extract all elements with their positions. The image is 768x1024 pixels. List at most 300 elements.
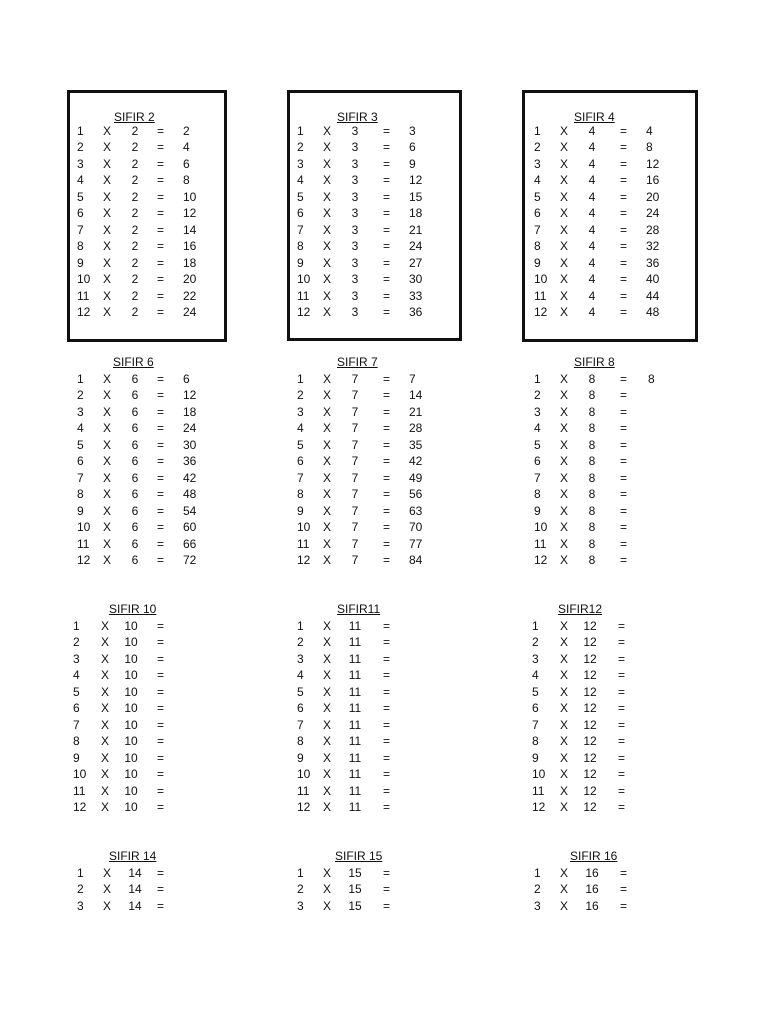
- row-number: 3: [297, 156, 304, 171]
- row-number: 8: [532, 734, 539, 749]
- equals-sign: =: [383, 668, 391, 683]
- row-number: 10: [77, 272, 91, 287]
- equals-sign: =: [157, 651, 165, 666]
- table-row: [522, 404, 698, 420]
- times-sign: X: [103, 304, 112, 319]
- equals-sign: =: [157, 255, 165, 270]
- multiplier: 8: [588, 536, 596, 551]
- multiplier: 11: [348, 783, 362, 798]
- equals-sign: =: [383, 140, 391, 155]
- times-sign: X: [103, 372, 112, 386]
- row-number: 11: [534, 288, 547, 303]
- times-sign: X: [103, 470, 112, 485]
- row-number: 2: [73, 635, 80, 650]
- multiplier: 4: [588, 140, 596, 155]
- times-sign: X: [323, 520, 332, 535]
- table-row: [525, 172, 695, 188]
- result: 30: [409, 272, 423, 287]
- times-sign: X: [323, 372, 332, 386]
- equals-sign: =: [383, 503, 391, 518]
- result: 36: [409, 304, 423, 319]
- times-sign: X: [103, 404, 112, 419]
- equals-sign: =: [620, 520, 628, 535]
- times-sign: X: [323, 750, 332, 765]
- multiplier: 8: [588, 437, 596, 452]
- row-number: 9: [73, 750, 80, 765]
- result: 2: [183, 124, 190, 138]
- result: 56: [409, 487, 423, 502]
- equals-sign: =: [618, 651, 626, 666]
- result: 24: [646, 206, 660, 221]
- multiplier: 14: [128, 882, 142, 897]
- multiplier: 3: [351, 206, 359, 221]
- row-number: 7: [532, 717, 539, 732]
- times-sign: X: [560, 734, 569, 749]
- table-row: [67, 552, 227, 568]
- equals-sign: =: [157, 288, 165, 303]
- multiplier: 3: [351, 173, 359, 188]
- multiplier: 12: [583, 651, 597, 666]
- table-row: [287, 519, 462, 535]
- times-sign: X: [101, 668, 110, 683]
- times-sign: X: [560, 124, 569, 138]
- table-row: [287, 898, 462, 914]
- table-row: [525, 189, 695, 205]
- equals-sign: =: [157, 388, 165, 403]
- times-sign: X: [103, 156, 112, 171]
- result: 28: [409, 421, 423, 436]
- result: 12: [409, 173, 423, 188]
- equals-sign: =: [618, 635, 626, 650]
- row-number: 10: [534, 520, 548, 535]
- row-number: 5: [77, 189, 84, 204]
- multiplier: 11: [348, 734, 362, 749]
- equals-sign: =: [620, 140, 628, 155]
- result: 66: [183, 536, 197, 551]
- times-sign: X: [323, 470, 332, 485]
- multiplier: 10: [124, 799, 138, 814]
- row-number: 11: [297, 783, 310, 798]
- equals-sign: =: [383, 304, 391, 319]
- equals-sign: =: [383, 684, 391, 699]
- table-row: [290, 288, 459, 304]
- multiplier: 10: [124, 734, 138, 749]
- times-sign: X: [560, 173, 569, 188]
- multiplier: 15: [348, 882, 362, 897]
- table-row: [287, 503, 462, 519]
- times-sign: X: [323, 668, 332, 683]
- multiplier: 2: [131, 140, 139, 155]
- row-number: 9: [534, 503, 541, 518]
- table-row: [70, 222, 224, 238]
- multiplier: 4: [588, 124, 596, 138]
- row-number: 3: [77, 156, 84, 171]
- row-number: 5: [73, 684, 80, 699]
- row-number: 7: [297, 222, 304, 237]
- times-sign: X: [323, 799, 332, 814]
- result: 48: [646, 304, 660, 319]
- equals-sign: =: [620, 536, 628, 551]
- table-row: [525, 139, 695, 155]
- equals-sign: =: [383, 372, 391, 386]
- row-number: 11: [532, 783, 545, 798]
- equals-sign: =: [618, 619, 626, 633]
- times-sign: X: [323, 189, 332, 204]
- table-row: [67, 536, 227, 552]
- result: 49: [409, 470, 423, 485]
- row-number: 3: [534, 898, 541, 913]
- times-sign: X: [103, 882, 112, 897]
- times-sign: X: [560, 882, 569, 897]
- equals-sign: =: [383, 206, 391, 221]
- row-number: 7: [297, 717, 304, 732]
- multiplier: 3: [351, 255, 359, 270]
- times-sign: X: [101, 684, 110, 699]
- times-sign: X: [560, 255, 569, 270]
- equals-sign: =: [618, 668, 626, 683]
- row-number: 3: [297, 898, 304, 913]
- times-sign: X: [323, 288, 332, 303]
- multiplier: 2: [131, 222, 139, 237]
- table-row: [70, 205, 224, 221]
- equals-sign: =: [383, 437, 391, 452]
- result: 4: [646, 124, 653, 138]
- result: 20: [183, 272, 197, 287]
- table-row: [67, 519, 227, 535]
- equals-sign: =: [157, 552, 165, 567]
- multiplier: 10: [124, 783, 138, 798]
- equals-sign: =: [383, 156, 391, 171]
- row-number: 7: [534, 470, 541, 485]
- equals-sign: =: [620, 124, 628, 138]
- equals-sign: =: [157, 206, 165, 221]
- equals-sign: =: [157, 898, 165, 913]
- multiplier: 12: [583, 750, 597, 765]
- times-sign: X: [560, 470, 569, 485]
- table-title: SIFIR 16: [570, 849, 618, 863]
- row-number: 12: [532, 799, 546, 814]
- row-number: 4: [297, 668, 304, 683]
- equals-sign: =: [157, 717, 165, 732]
- table-row: [290, 304, 459, 320]
- table-row: [287, 783, 462, 799]
- multiplier: 10: [124, 635, 138, 650]
- multiplication-table: [67, 585, 227, 825]
- multiplication-table: [287, 832, 462, 922]
- result: 12: [183, 388, 197, 403]
- row-number: 9: [297, 503, 304, 518]
- table-row: [525, 304, 695, 320]
- row-number: 4: [297, 421, 304, 436]
- equals-sign: =: [157, 799, 165, 814]
- equals-sign: =: [157, 750, 165, 765]
- equals-sign: =: [157, 684, 165, 699]
- equals-sign: =: [383, 272, 391, 287]
- multiplier: 11: [348, 799, 362, 814]
- times-sign: X: [323, 651, 332, 666]
- multiplication-table: [522, 338, 698, 578]
- times-sign: X: [103, 552, 112, 567]
- equals-sign: =: [383, 454, 391, 469]
- table-title: SIFIR 4: [574, 110, 615, 124]
- result: 8: [183, 173, 190, 188]
- equals-sign: =: [383, 619, 391, 633]
- times-sign: X: [101, 734, 110, 749]
- table-row: [70, 172, 224, 188]
- table-row: [522, 865, 698, 881]
- equals-sign: =: [620, 882, 628, 897]
- times-sign: X: [101, 767, 110, 782]
- row-number: 4: [297, 173, 304, 188]
- multiplication-table: [522, 90, 698, 342]
- table-row: [67, 651, 227, 667]
- times-sign: X: [101, 701, 110, 716]
- table-row: [67, 684, 227, 700]
- multiplier: 8: [588, 421, 596, 436]
- equals-sign: =: [383, 767, 391, 782]
- row-number: 9: [297, 255, 304, 270]
- times-sign: X: [560, 668, 569, 683]
- multiplier: 11: [348, 651, 362, 666]
- row-number: 9: [77, 503, 84, 518]
- result: 72: [183, 552, 197, 567]
- result: 20: [646, 189, 660, 204]
- multiplier: 2: [131, 206, 139, 221]
- equals-sign: =: [620, 404, 628, 419]
- row-number: 1: [297, 372, 304, 386]
- multiplier: 12: [583, 799, 597, 814]
- table-row: [290, 172, 459, 188]
- result: 84: [409, 552, 423, 567]
- result: 48: [183, 487, 197, 502]
- times-sign: X: [560, 272, 569, 287]
- times-sign: X: [323, 734, 332, 749]
- row-number: 3: [77, 404, 84, 419]
- times-sign: X: [103, 520, 112, 535]
- row-number: 12: [73, 799, 87, 814]
- row-number: 4: [73, 668, 80, 683]
- equals-sign: =: [383, 882, 391, 897]
- row-number: 12: [534, 552, 548, 567]
- multiplier: 4: [588, 239, 596, 254]
- result: 10: [183, 189, 197, 204]
- multiplier: 11: [348, 717, 362, 732]
- equals-sign: =: [620, 173, 628, 188]
- row-number: 8: [534, 487, 541, 502]
- multiplier: 6: [131, 421, 139, 436]
- result: 16: [646, 173, 660, 188]
- row-number: 1: [297, 866, 304, 880]
- table-row: [287, 387, 462, 403]
- table-row: [287, 536, 462, 552]
- times-sign: X: [560, 717, 569, 732]
- table-title: SIFIR 7: [337, 355, 378, 369]
- row-number: 2: [297, 882, 304, 897]
- table-row: [290, 189, 459, 205]
- table-row: [70, 123, 224, 139]
- result: 24: [183, 304, 197, 319]
- times-sign: X: [323, 437, 332, 452]
- multiplier: 4: [588, 304, 596, 319]
- equals-sign: =: [620, 222, 628, 237]
- table-row: [287, 486, 462, 502]
- multiplier: 3: [351, 288, 359, 303]
- result: 33: [409, 288, 423, 303]
- times-sign: X: [560, 799, 569, 814]
- multiplier: 4: [588, 206, 596, 221]
- table-row: [67, 750, 227, 766]
- multiplier: 4: [588, 255, 596, 270]
- result: 24: [183, 421, 197, 436]
- times-sign: X: [103, 206, 112, 221]
- row-number: 2: [532, 635, 539, 650]
- row-number: 12: [534, 304, 548, 319]
- table-row: [287, 700, 462, 716]
- multiplier: 7: [351, 503, 359, 518]
- row-number: 2: [534, 882, 541, 897]
- equals-sign: =: [157, 701, 165, 716]
- row-number: 9: [534, 255, 541, 270]
- table-row: [522, 766, 698, 782]
- result: 12: [646, 156, 660, 171]
- multiplier: 8: [588, 552, 596, 567]
- table-row: [522, 881, 698, 897]
- table-title: SIFIR 6: [113, 355, 154, 369]
- equals-sign: =: [383, 520, 391, 535]
- equals-sign: =: [157, 470, 165, 485]
- multiplier: 3: [351, 239, 359, 254]
- row-number: 2: [77, 882, 84, 897]
- equals-sign: =: [383, 404, 391, 419]
- table-row: [287, 766, 462, 782]
- times-sign: X: [103, 898, 112, 913]
- equals-sign: =: [157, 173, 165, 188]
- multiplication-table: [287, 90, 462, 341]
- equals-sign: =: [157, 304, 165, 319]
- equals-sign: =: [620, 454, 628, 469]
- times-sign: X: [323, 783, 332, 798]
- multiplier: 11: [348, 767, 362, 782]
- times-sign: X: [560, 437, 569, 452]
- times-sign: X: [323, 239, 332, 254]
- table-row: [67, 717, 227, 733]
- times-sign: X: [101, 799, 110, 814]
- multiplier: 12: [583, 635, 597, 650]
- table-row: [67, 667, 227, 683]
- table-row: [522, 503, 698, 519]
- table-row: [525, 288, 695, 304]
- table-row: [70, 238, 224, 254]
- times-sign: X: [323, 272, 332, 287]
- row-number: 8: [77, 239, 84, 254]
- table-row: [67, 766, 227, 782]
- equals-sign: =: [157, 421, 165, 436]
- times-sign: X: [103, 437, 112, 452]
- multiplier: 3: [351, 272, 359, 287]
- times-sign: X: [101, 651, 110, 666]
- equals-sign: =: [157, 140, 165, 155]
- equals-sign: =: [620, 189, 628, 204]
- times-sign: X: [560, 404, 569, 419]
- table-row: [525, 205, 695, 221]
- times-sign: X: [560, 701, 569, 716]
- multiplier: 7: [351, 421, 359, 436]
- table-row: [522, 371, 698, 387]
- equals-sign: =: [383, 487, 391, 502]
- result: 42: [409, 454, 423, 469]
- result: 28: [646, 222, 660, 237]
- multiplier: 10: [124, 619, 138, 633]
- table-title: SIFIR12: [558, 602, 603, 616]
- times-sign: X: [103, 255, 112, 270]
- times-sign: X: [323, 124, 332, 138]
- times-sign: X: [560, 767, 569, 782]
- table-row: [70, 139, 224, 155]
- equals-sign: =: [157, 124, 165, 138]
- equals-sign: =: [383, 421, 391, 436]
- equals-sign: =: [620, 421, 628, 436]
- multiplier: 2: [131, 189, 139, 204]
- multiplier: 10: [124, 668, 138, 683]
- multiplier: 6: [131, 470, 139, 485]
- times-sign: X: [323, 898, 332, 913]
- row-number: 7: [73, 717, 80, 732]
- table-title: SIFIR 2: [114, 110, 155, 124]
- multiplier: 2: [131, 272, 139, 287]
- multiplier: 11: [348, 750, 362, 765]
- equals-sign: =: [383, 173, 391, 188]
- table-row: [522, 898, 698, 914]
- multiplier: 8: [588, 372, 596, 386]
- table-row: [67, 404, 227, 420]
- table-row: [70, 255, 224, 271]
- multiplier: 16: [585, 882, 599, 897]
- row-number: 2: [297, 635, 304, 650]
- multiplier: 14: [128, 898, 142, 913]
- equals-sign: =: [157, 635, 165, 650]
- multiplier: 2: [131, 173, 139, 188]
- multiplier: 11: [348, 635, 362, 650]
- table-row: [290, 238, 459, 254]
- table-row: [67, 470, 227, 486]
- times-sign: X: [560, 536, 569, 551]
- equals-sign: =: [157, 222, 165, 237]
- multiplier: 7: [351, 437, 359, 452]
- equals-sign: =: [157, 866, 165, 880]
- row-number: 6: [297, 454, 304, 469]
- multiplier: 3: [351, 156, 359, 171]
- times-sign: X: [560, 866, 569, 880]
- row-number: 4: [534, 421, 541, 436]
- multiplier: 4: [588, 173, 596, 188]
- table-row: [287, 437, 462, 453]
- multiplier: 10: [124, 684, 138, 699]
- multiplication-table: [522, 832, 698, 922]
- equals-sign: =: [157, 189, 165, 204]
- multiplier: 4: [588, 156, 596, 171]
- table-row: [287, 453, 462, 469]
- table-row: [67, 437, 227, 453]
- multiplier: 10: [124, 701, 138, 716]
- table-row: [522, 519, 698, 535]
- times-sign: X: [103, 189, 112, 204]
- equals-sign: =: [157, 156, 165, 171]
- result: 32: [646, 239, 660, 254]
- times-sign: X: [323, 156, 332, 171]
- times-sign: X: [560, 421, 569, 436]
- multiplier: 10: [124, 717, 138, 732]
- equals-sign: =: [157, 372, 165, 386]
